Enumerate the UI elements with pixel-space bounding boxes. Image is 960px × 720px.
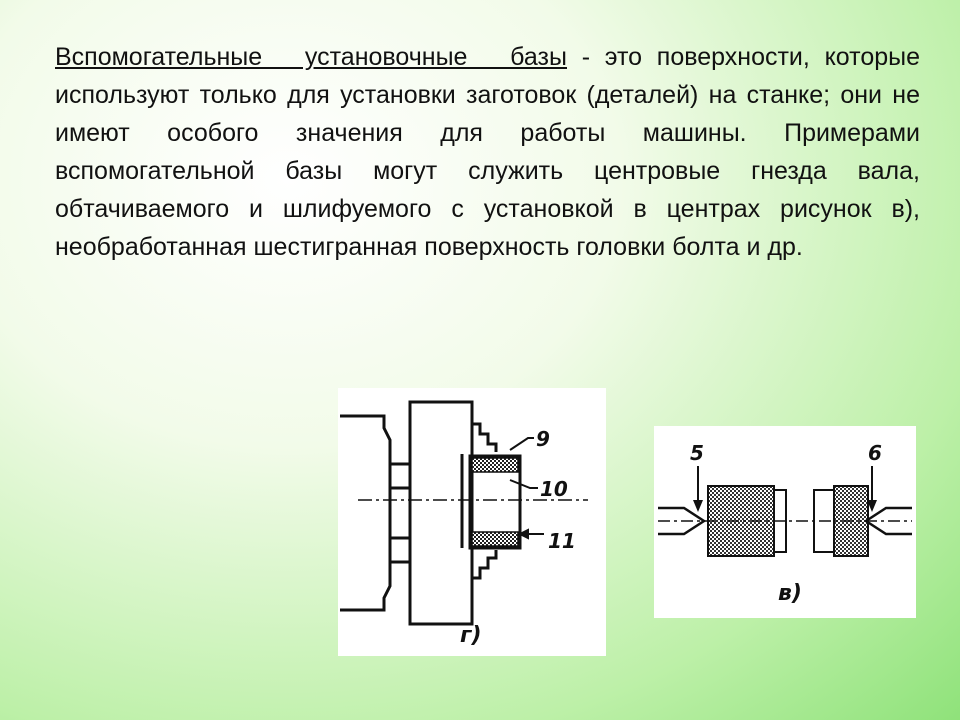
definition-paragraph — [55, 38, 920, 266]
label-6: 6 — [868, 441, 882, 465]
figure-chuck-drawing — [338, 388, 606, 656]
label-5: 5 — [690, 441, 704, 465]
definition-dash: - — [581, 43, 591, 71]
figure-centers-drawing — [654, 426, 916, 618]
label-9: 9 — [536, 427, 550, 451]
label-10: 10 — [540, 477, 568, 501]
label-11: 11 — [548, 529, 576, 553]
caption-g: г) — [460, 623, 482, 648]
definition-text: это поверхности, которые используют только для установки заготовок (деталей) на станке; они не имеют особого значения для работы машины. Примерами вспомогательной базы могут служить центровые гнезда вала, обтачиваемого и шлифуемого с установкой в центрах рисунок в), необработанная шестигранная поверхность головки болта и др. — [55, 43, 920, 261]
definition-term: Вспомогательные установочные базы — [55, 43, 567, 71]
caption-v: в) — [778, 581, 802, 606]
